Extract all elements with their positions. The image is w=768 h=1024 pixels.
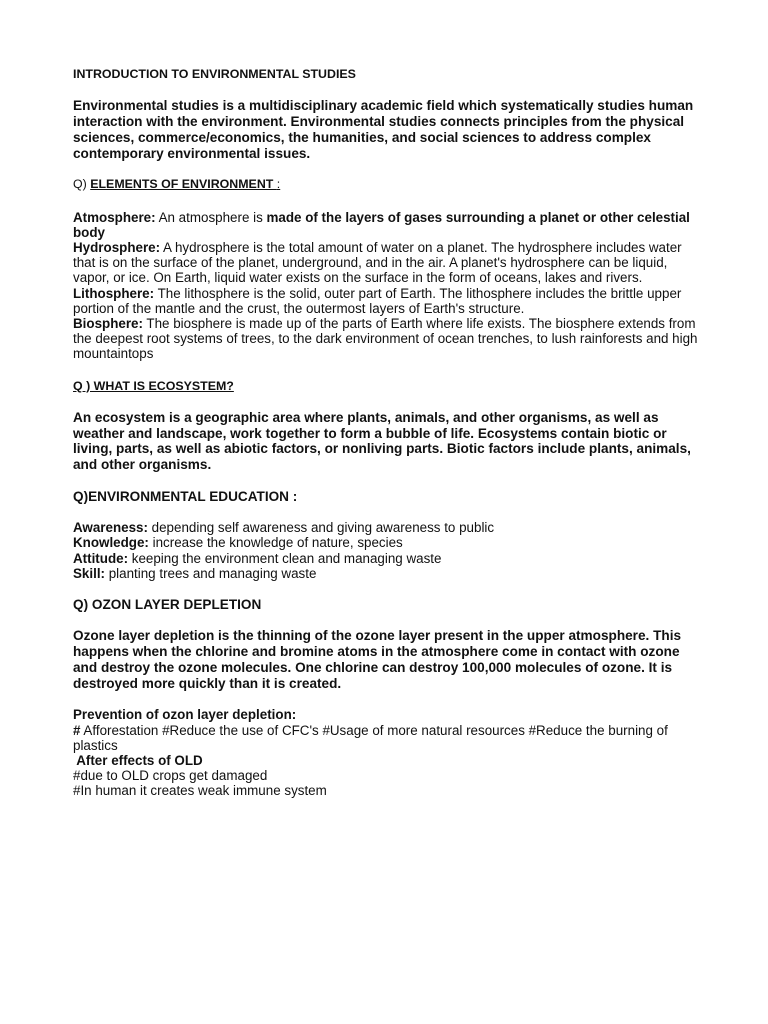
elements-heading xyxy=(73,177,698,192)
lithosphere-definition xyxy=(73,286,698,316)
intro-paragraph: Environmental studies is a multidisciplinary academic field which systematically studies human interaction with the environment. Environmental studies connects principles from the physical sciences, commerce/economics, the humanities, and social sciences to address complex contemporary environmental issues. xyxy=(73,98,694,161)
document-page xyxy=(73,67,698,799)
hydrosphere-label: Hydrosphere: xyxy=(73,240,161,255)
education-item-label: Attitude: xyxy=(73,550,129,566)
ecosystem-paragraph: An ecosystem is a geographic area where plants, animals, and other organisms, as well as weather and landscape, work together to form a bubble of life. Ecosystems contain biotic or living, parts, as well as abiotic factors, or nonliving parts. Biotic factors include plants, animals, and other organisms. xyxy=(73,409,691,473)
elements-title: ELEMENTS OF ENVIRONMENT xyxy=(90,177,277,192)
education-item xyxy=(73,535,698,550)
after-effects-heading: After effects of OLD xyxy=(73,753,203,769)
biosphere-text: The biosphere is made up of the parts of Earth where life exists. The biosphere extends from the deepest root systems of trees, to the dark environment of ocean trenches, to lush rainforests and high mountaintops xyxy=(73,316,698,362)
education-item xyxy=(73,566,698,581)
atmosphere-definition xyxy=(73,210,698,240)
atmosphere-text-bold: made of the layers of gases surrounding a planet or other celestial body xyxy=(73,209,690,240)
ecosystem-heading: Q ) WHAT IS ECOSYSTEM? xyxy=(73,378,234,393)
biosphere-definition xyxy=(73,316,698,362)
atmosphere-label: Atmosphere: xyxy=(73,209,156,225)
elements-prefix: Q) xyxy=(73,177,91,192)
atmosphere-text-plain: An atmosphere is xyxy=(155,209,267,225)
ozone-heading: Q) OZON LAYER DEPLETION xyxy=(73,597,262,613)
hydrosphere-definition xyxy=(73,240,698,286)
education-item-text: increase the knowledge of nature, species xyxy=(148,535,403,551)
education-item-label: Awareness: xyxy=(73,520,148,536)
lithosphere-text: The lithosphere is the solid, outer part of Earth. The lithosphere includes the brittle upper portion of the mantle and the crust, the outermost layers of Earth's structure. xyxy=(73,285,682,316)
education-item xyxy=(73,520,698,535)
prevention-text: Afforestation #Reduce the use of CFC's #Usage of more natural resources #Reduce the burning of plastics xyxy=(73,722,668,753)
education-item xyxy=(73,551,698,566)
after-effect-item: #In human it creates weak immune system xyxy=(73,783,327,799)
education-item-label: Knowledge: xyxy=(73,535,149,551)
education-item-label: Skill: xyxy=(73,565,105,581)
hydrosphere-text: A hydrosphere is the total amount of water on a planet. The hydrosphere includes water that is on the surface of the planet, underground, and in the air. A planet's hydrosphere can be liquid, vapor, or ice. On Earth, liquid water exists on the surface in the form of oceans, lakes and rivers. xyxy=(73,240,682,286)
intro-heading: INTRODUCTION TO ENVIRONMENTAL STUDIES xyxy=(73,67,356,81)
elements-colon: : xyxy=(276,177,281,192)
biosphere-label: Biosphere: xyxy=(73,316,143,332)
after-effect-item: #due to OLD crops get damaged xyxy=(73,768,268,784)
education-item-text: depending self awareness and giving awareness to public xyxy=(147,520,495,536)
education-heading: Q)ENVIRONMENTAL EDUCATION : xyxy=(73,489,298,505)
ozone-paragraph: Ozone layer depletion is the thinning of the ozone layer present in the upper atmosphere. This happens when the chlorine and bromine atoms in the atmosphere come in contact with ozone and destroy the ozone molecules. One chlorine can destroy 100,000 molecules of ozone. It is destroyed more quickly than it is created. xyxy=(73,628,682,691)
education-item-text: keeping the environment clean and managing waste xyxy=(128,550,442,566)
prevention-list xyxy=(73,723,698,753)
lithosphere-label: Lithosphere: xyxy=(73,285,155,301)
education-item-text: planting trees and managing waste xyxy=(105,565,317,581)
prevention-heading: Prevention of ozon layer depletion: xyxy=(73,707,297,723)
prevention-hash: # xyxy=(73,722,81,738)
